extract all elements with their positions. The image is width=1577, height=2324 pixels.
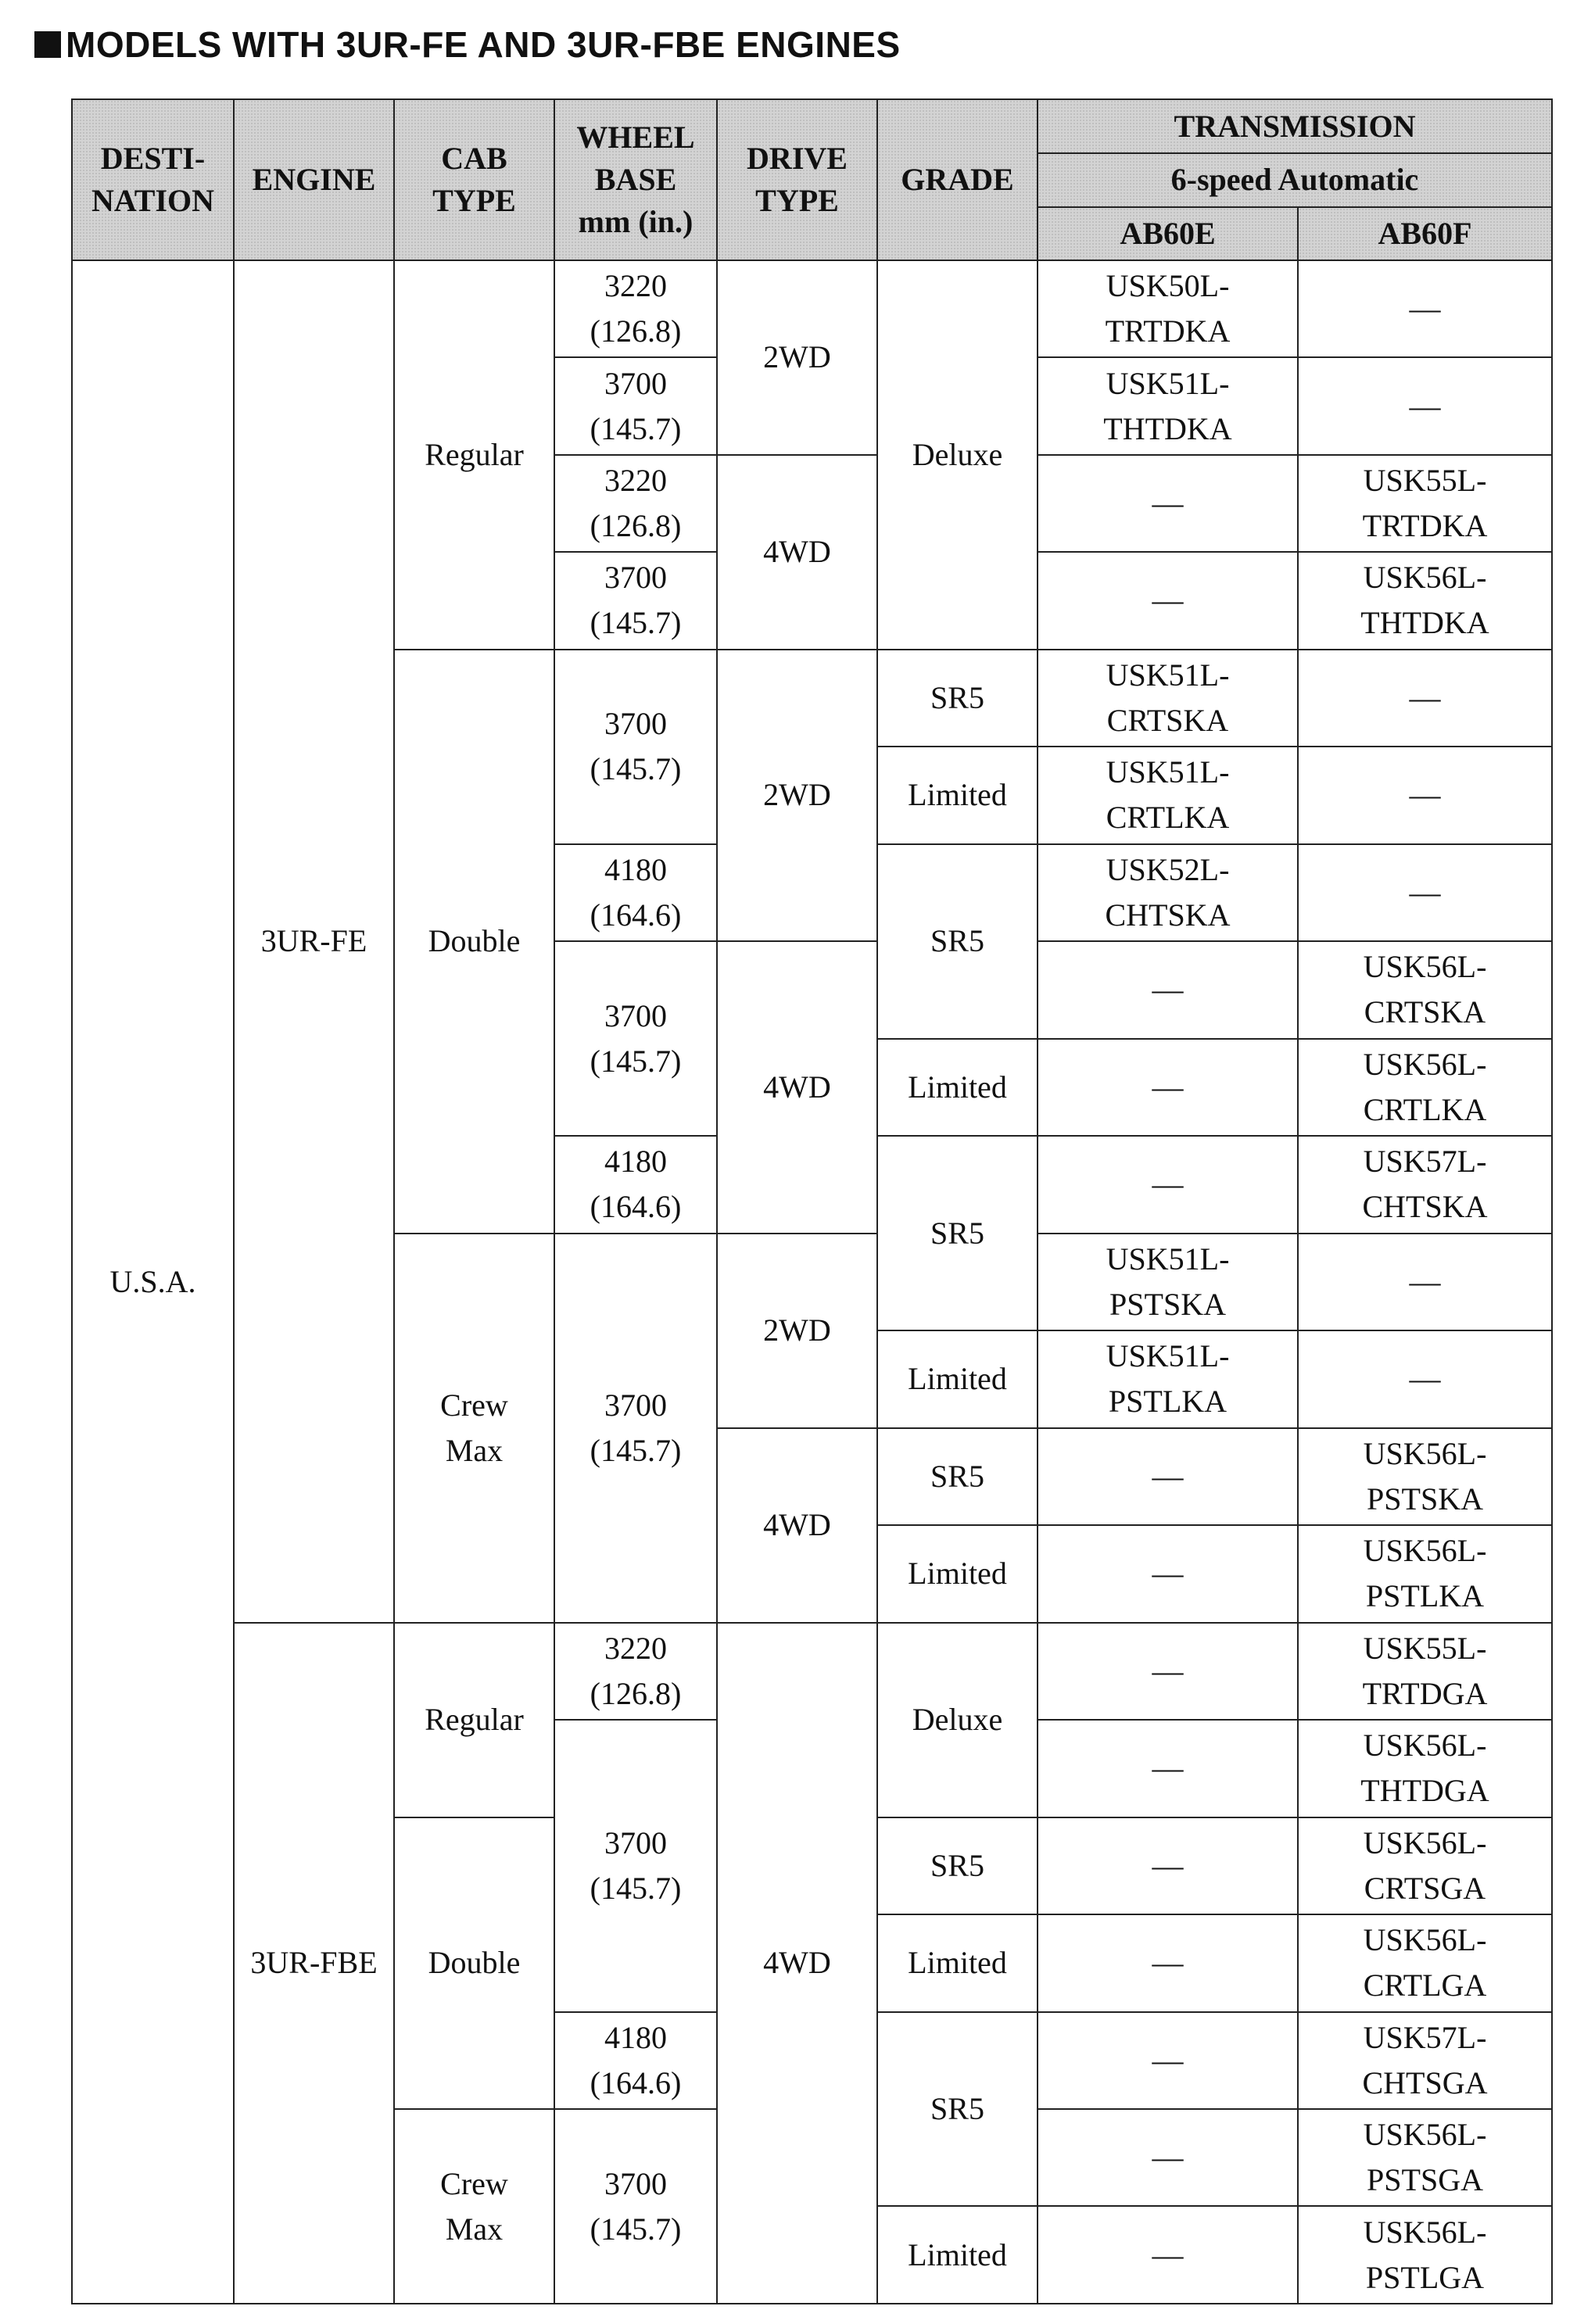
grade-cell-sr5: SR5 [877, 1817, 1038, 1914]
wheelbase-cell: 3220 (126.8) [554, 260, 717, 357]
grade-cell-limited: Limited [877, 747, 1038, 843]
grade-cell-limited: Limited [877, 2206, 1038, 2304]
ab60e-cell: USK51L- THTDKA [1038, 357, 1298, 454]
grade-cell-deluxe: Deluxe [877, 1623, 1038, 1817]
ab60e-cell: — [1038, 455, 1298, 552]
table-row [72, 260, 1552, 357]
wheelbase-cell: 3700 (145.7) [554, 1234, 717, 1623]
ab60e-cell: — [1038, 1525, 1298, 1622]
cab-cell-crewmax: Crew Max [394, 1234, 554, 1623]
header-wheel-base: WHEEL BASE mm (in.) [554, 99, 717, 260]
grade-cell-sr5: SR5 [877, 844, 1038, 1039]
grade-cell-sr5: SR5 [877, 1136, 1038, 1330]
ab60e-cell: — [1038, 1817, 1298, 1914]
wheelbase-cell: 3700 (145.7) [554, 1720, 717, 2011]
ab60f-cell: — [1298, 1330, 1552, 1427]
header-transmission-sub: 6-speed Automatic [1038, 153, 1552, 206]
ab60f-cell: — [1298, 357, 1552, 454]
drive-cell-4wd: 4WD [717, 455, 877, 650]
ab60f-cell: USK56L- THTDGA [1298, 1720, 1552, 1817]
ab60f-cell: USK55L- TRTDKA [1298, 455, 1552, 552]
wheelbase-cell: 3700 (145.7) [554, 650, 717, 844]
grade-cell-limited: Limited [877, 1330, 1038, 1427]
engine-cell-3ur-fbe: 3UR-FBE [234, 1623, 394, 2304]
header-cab-type: CAB TYPE [394, 99, 554, 260]
ab60f-cell: USK56L- CRTLKA [1298, 1039, 1552, 1136]
ab60e-cell: — [1038, 2109, 1298, 2206]
cab-cell-double: Double [394, 650, 554, 1234]
ab60e-cell: — [1038, 1428, 1298, 1525]
ab60e-cell: — [1038, 1623, 1298, 1720]
cab-cell-crewmax: Crew Max [394, 2109, 554, 2304]
ab60f-cell: USK56L- PSTLKA [1298, 1525, 1552, 1622]
cab-cell-regular: Regular [394, 260, 554, 650]
ab60e-cell: — [1038, 1720, 1298, 1817]
grade-cell-sr5: SR5 [877, 1428, 1038, 1525]
ab60f-cell: — [1298, 260, 1552, 357]
ab60e-cell: — [1038, 2012, 1298, 2109]
ab60e-cell: — [1038, 941, 1298, 1038]
ab60f-cell: USK56L- THTDKA [1298, 552, 1552, 649]
ab60e-cell: — [1038, 1039, 1298, 1136]
grade-cell-deluxe: Deluxe [877, 260, 1038, 650]
ab60e-cell: — [1038, 1914, 1298, 2011]
wheelbase-cell: 4180 (164.6) [554, 1136, 717, 1233]
header-engine: ENGINE [234, 99, 394, 260]
ab60e-cell: — [1038, 2206, 1298, 2304]
drive-cell-2wd: 2WD [717, 260, 877, 455]
grade-cell-limited: Limited [877, 1039, 1038, 1136]
header-drive-type: DRIVE TYPE [717, 99, 877, 260]
heading-text: MODELS WITH 3UR-FE AND 3UR-FBE ENGINES [66, 24, 901, 65]
ab60e-cell: USK51L- PSTSKA [1038, 1234, 1298, 1330]
ab60e-cell: USK52L- CHTSKA [1038, 844, 1298, 941]
grade-cell-sr5: SR5 [877, 650, 1038, 747]
wheelbase-cell: 3220 (126.8) [554, 1623, 717, 1720]
wheelbase-cell: 3700 (145.7) [554, 552, 717, 649]
ab60e-cell: — [1038, 552, 1298, 649]
ab60f-cell: USK57L- CHTSKA [1298, 1136, 1552, 1233]
header-grade: GRADE [877, 99, 1038, 260]
wheelbase-cell: 3700 (145.7) [554, 941, 717, 1136]
destination-cell: U.S.A. [72, 260, 234, 2304]
ab60f-cell: — [1298, 844, 1552, 941]
grade-cell-limited: Limited [877, 1914, 1038, 2011]
ab60e-cell: USK51L- CRTLKA [1038, 747, 1298, 843]
ab60f-cell: USK56L- CRTSGA [1298, 1817, 1552, 1914]
wheelbase-cell: 4180 (164.6) [554, 2012, 717, 2109]
ab60f-cell: USK55L- TRTDGA [1298, 1623, 1552, 1720]
wheelbase-cell: 4180 (164.6) [554, 844, 717, 941]
drive-cell-2wd: 2WD [717, 650, 877, 941]
cab-cell-regular: Regular [394, 1623, 554, 1817]
drive-cell-4wd: 4WD [717, 1428, 877, 1623]
drive-cell-4wd: 4WD [717, 1623, 877, 2304]
ab60f-cell: — [1298, 650, 1552, 747]
wheelbase-cell: 3700 (145.7) [554, 357, 717, 454]
models-table [71, 98, 1553, 2304]
header-transmission: TRANSMISSION [1038, 99, 1552, 153]
ab60f-cell: USK56L- CRTLGA [1298, 1914, 1552, 2011]
table-row [72, 1623, 1552, 1720]
header-ab60e: AB60E [1038, 207, 1298, 260]
drive-cell-2wd: 2WD [717, 1234, 877, 1428]
header-ab60f: AB60F [1298, 207, 1552, 260]
engine-cell-3ur-fe: 3UR-FE [234, 260, 394, 1623]
drive-cell-4wd: 4WD [717, 941, 877, 1233]
grade-cell-sr5: SR5 [877, 2012, 1038, 2207]
ab60f-cell: USK56L- CRTSKA [1298, 941, 1552, 1038]
ab60f-cell: USK56L- PSTSKA [1298, 1428, 1552, 1525]
ab60e-cell: USK51L- PSTLKA [1038, 1330, 1298, 1427]
section-heading [34, 23, 901, 66]
ab60e-cell: — [1038, 1136, 1298, 1233]
header-destination: DESTI- NATION [72, 99, 234, 260]
ab60f-cell: USK56L- PSTSGA [1298, 2109, 1552, 2206]
ab60f-cell: USK57L- CHTSGA [1298, 2012, 1552, 2109]
grade-cell-limited: Limited [877, 1525, 1038, 1622]
cab-cell-double: Double [394, 1817, 554, 2109]
ab60e-cell: USK51L- CRTSKA [1038, 650, 1298, 747]
wheelbase-cell: 3700 (145.7) [554, 2109, 717, 2304]
ab60f-cell: — [1298, 1234, 1552, 1330]
ab60f-cell: — [1298, 747, 1552, 843]
heading-square-icon [34, 31, 61, 58]
ab60e-cell: USK50L- TRTDKA [1038, 260, 1298, 357]
ab60f-cell: USK56L- PSTLGA [1298, 2206, 1552, 2304]
wheelbase-cell: 3220 (126.8) [554, 455, 717, 552]
